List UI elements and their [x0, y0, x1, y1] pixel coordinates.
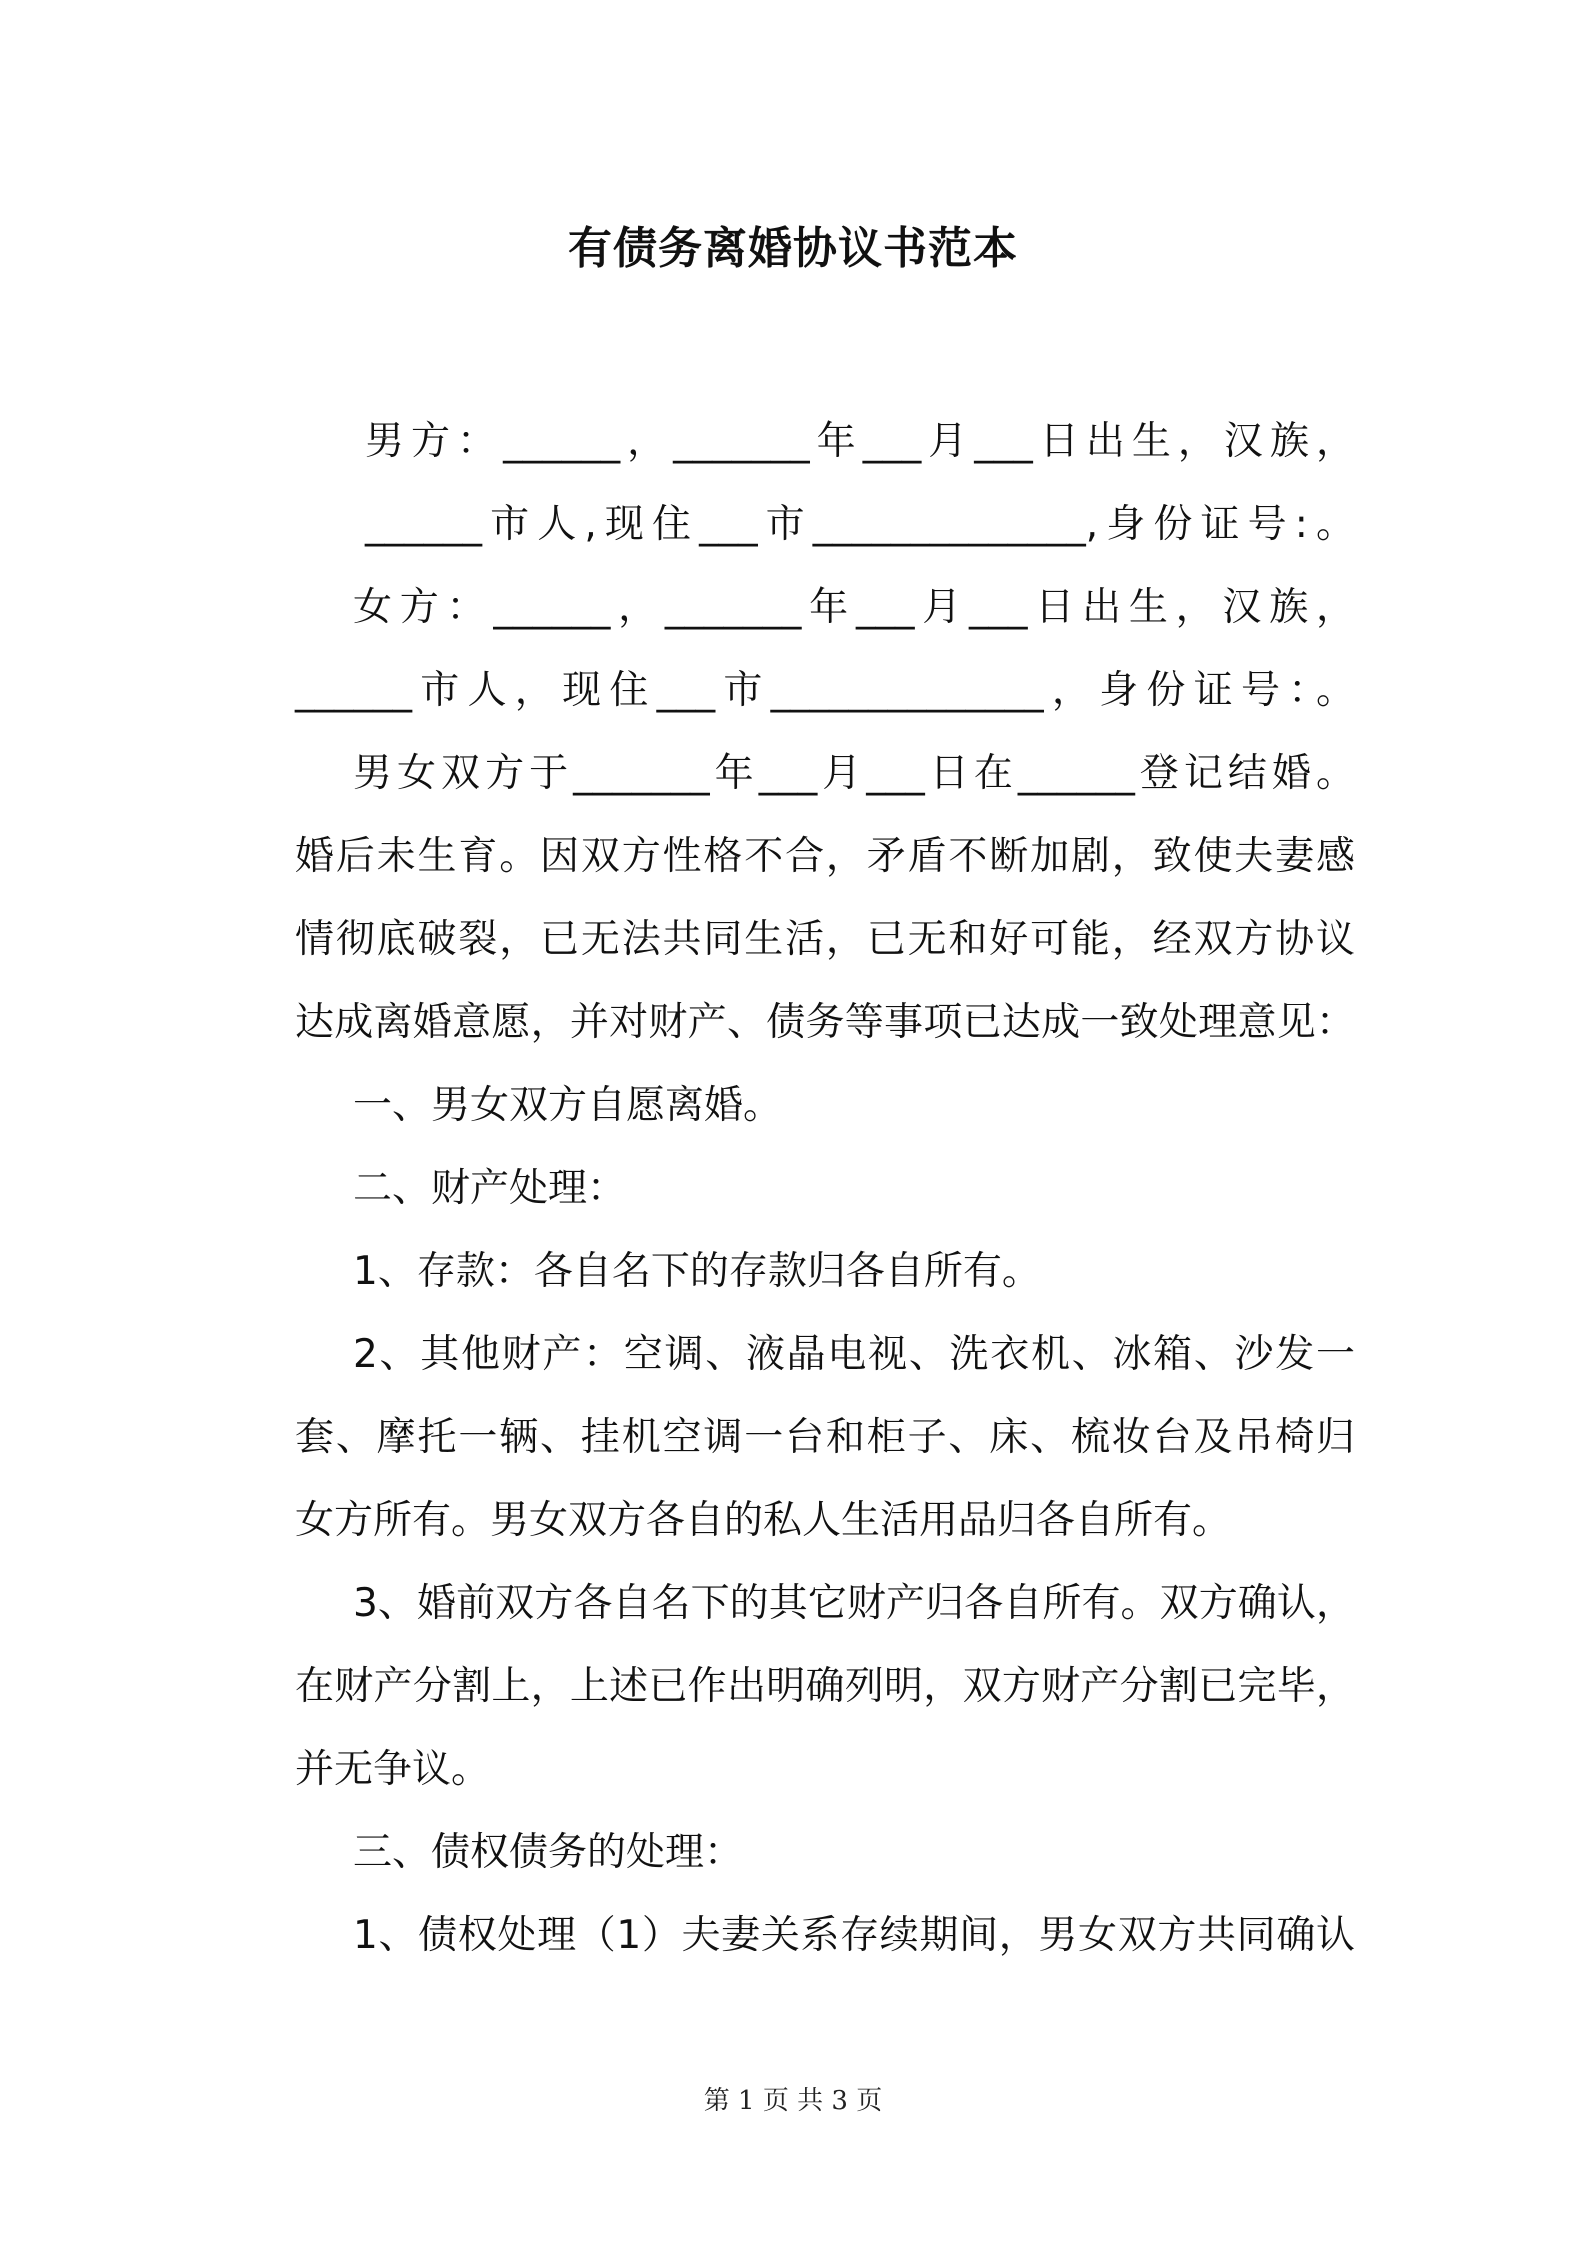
paragraph-line: 并无争议。	[295, 1747, 491, 1792]
paragraph-line: 1、债权处理（1）夫妻关系存续期间，男女双方共同确认	[353, 1913, 1355, 1958]
paragraph-line: 女方所有。男女双方各自的私人生活用品归各自所有。	[295, 1498, 1232, 1543]
paragraph-line: 1、存款：各自名下的存款归各自所有。	[353, 1249, 1041, 1294]
paragraph-line: ______市人,现住___市______________,身份证号:。	[365, 502, 1355, 547]
paragraph-line: 三、债权债务的处理：	[353, 1830, 744, 1875]
paragraph-line: 一、男女双方自愿离婚。	[353, 1083, 783, 1128]
paragraph-line: 女方：______，_______年___月___日出生，汉族，	[353, 585, 1355, 630]
document-body	[295, 400, 1355, 1977]
paragraph-line: ______市人，现住___市______________，身份证号：。	[295, 668, 1355, 713]
paragraph-line: 套、摩托一辆、挂机空调一台和柜子、床、梳妆台及吊椅归	[295, 1415, 1355, 1460]
paragraph-line: 3、婚前双方各自名下的其它财产归各自所有。双方确认，	[353, 1581, 1355, 1626]
paragraph-line: 2、其他财产：空调、液晶电视、洗衣机、冰箱、沙发一	[353, 1332, 1355, 1377]
paragraph-line: 达成离婚意愿，并对财产、债务等事项已达成一致处理意见：	[295, 1000, 1355, 1045]
paragraph-line: 男女双方于_______年___月___日在______登记结婚。	[353, 751, 1355, 796]
paragraph-line: 在财产分割上，上述已作出明确列明，双方财产分割已完毕，	[295, 1664, 1355, 1709]
paragraph-line: 婚后未生育。因双方性格不合，矛盾不断加剧，致使夫妻感	[295, 834, 1355, 879]
page-footer: 第 1 页 共 3 页	[703, 2086, 883, 2116]
paragraph-line: 男方：______，_______年___月___日出生，汉族，	[365, 419, 1355, 464]
document-title: 有债务离婚协议书范本	[568, 223, 1018, 274]
paragraph-line: 二、财产处理：	[353, 1166, 627, 1211]
paragraph-line: 情彻底破裂，已无法共同生活，已无和好可能，经双方协议	[295, 917, 1355, 962]
